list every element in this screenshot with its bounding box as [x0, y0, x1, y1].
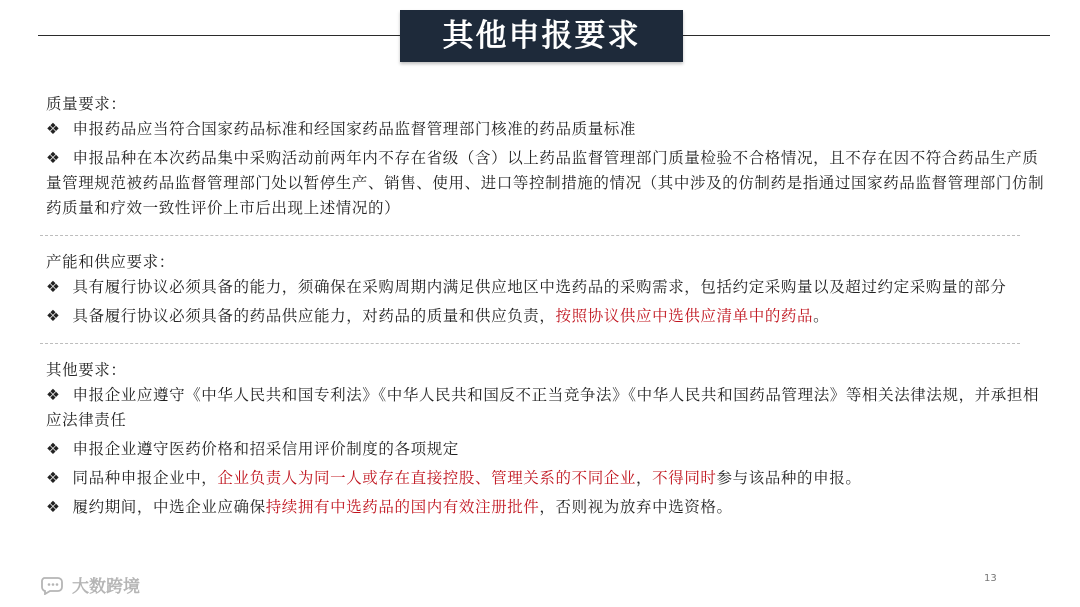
other-section [46, 358, 1046, 520]
bullet-item [46, 437, 1046, 462]
capacity-list [46, 275, 1046, 329]
item-text: 申报药品应当符合国家药品标准和经国家药品监督管理部门核准的药品质量标准 [72, 120, 637, 138]
capacity-heading: 产能和供应要求： [46, 253, 175, 271]
bullet-item [46, 466, 1046, 491]
item-text: 具有履行协议必须具备的能力，须确保在采购周期内满足供应地区中选药品的采购需求，包括约定采购量以及超过约定采购量的部分 [72, 278, 1007, 296]
item-text: 具备履行协议必须具备的药品供应能力，对药品的质量和供应负责， [72, 307, 556, 325]
watermark-text: 大数跨境 [72, 577, 140, 597]
other-heading: 其他要求： [46, 361, 127, 379]
page-number: 13 [984, 573, 997, 584]
item-text: 申报企业遵守医药价格和招采信用评价制度的各项规定 [72, 440, 459, 458]
watermark [40, 572, 140, 597]
other-list [46, 383, 1046, 520]
item-text: 申报品种在本次药品集中采购活动前两年内不存在省级（含）以上药品监督管理部门质量检验不合格情况，且不存在因不符合药品生产质量管理规范被药品监督管理部门处以暂停生产、销售、使用、进口等控制措施的情况（其中涉及的仿制药是指通过国家药品监督管理部门仿制药质量和疗效一致性评价上市后出现上述情况的） [46, 149, 1045, 217]
item-text: 同品种申报企业中， [72, 469, 218, 487]
item-text: 。 [813, 307, 830, 325]
item-text: ， [636, 469, 653, 487]
bullet-icon: ❖ [46, 469, 61, 487]
section-divider [40, 343, 1020, 344]
chat-bubble-icon [40, 575, 66, 595]
bullet-icon: ❖ [46, 386, 61, 404]
bullet-item [46, 117, 1046, 142]
highlighted-text: 按照协议供应中选供应清单中的药品 [555, 307, 814, 325]
bullet-icon: ❖ [46, 498, 61, 516]
item-text: 参与该品种的申报。 [716, 469, 862, 487]
highlighted-text: 不得同时 [652, 469, 717, 487]
slide-title: 其他申报要求 [400, 10, 683, 62]
bullet-icon: ❖ [46, 440, 61, 458]
bullet-item [46, 275, 1046, 300]
slide-content [46, 92, 1046, 520]
item-text: ，否则视为放弃中选资格。 [539, 498, 733, 516]
quality-section [46, 92, 1046, 221]
quality-list [46, 117, 1046, 221]
bullet-item [46, 495, 1046, 520]
bullet-item [46, 383, 1046, 433]
bullet-icon: ❖ [46, 149, 61, 167]
bullet-icon: ❖ [46, 307, 61, 325]
bullet-icon: ❖ [46, 278, 61, 296]
capacity-section [46, 250, 1046, 329]
item-text: 履约期间，中选企业应确保 [72, 498, 266, 516]
highlighted-text: 企业负责人为同一人或存在直接控股、管理关系的不同企业 [217, 469, 637, 487]
bullet-item [46, 146, 1046, 221]
highlighted-text: 持续拥有中选药品的国内有效注册批件 [265, 498, 540, 516]
bullet-item [46, 304, 1046, 329]
item-text: 申报企业应遵守《中华人民共和国专利法》《中华人民共和国反不正当竞争法》《中华人民共和国药品管理法》等相关法律法规，并承担相应法律责任 [46, 386, 1040, 429]
bullet-icon: ❖ [46, 120, 61, 138]
section-divider [40, 235, 1020, 236]
quality-heading: 质量要求： [46, 95, 127, 113]
